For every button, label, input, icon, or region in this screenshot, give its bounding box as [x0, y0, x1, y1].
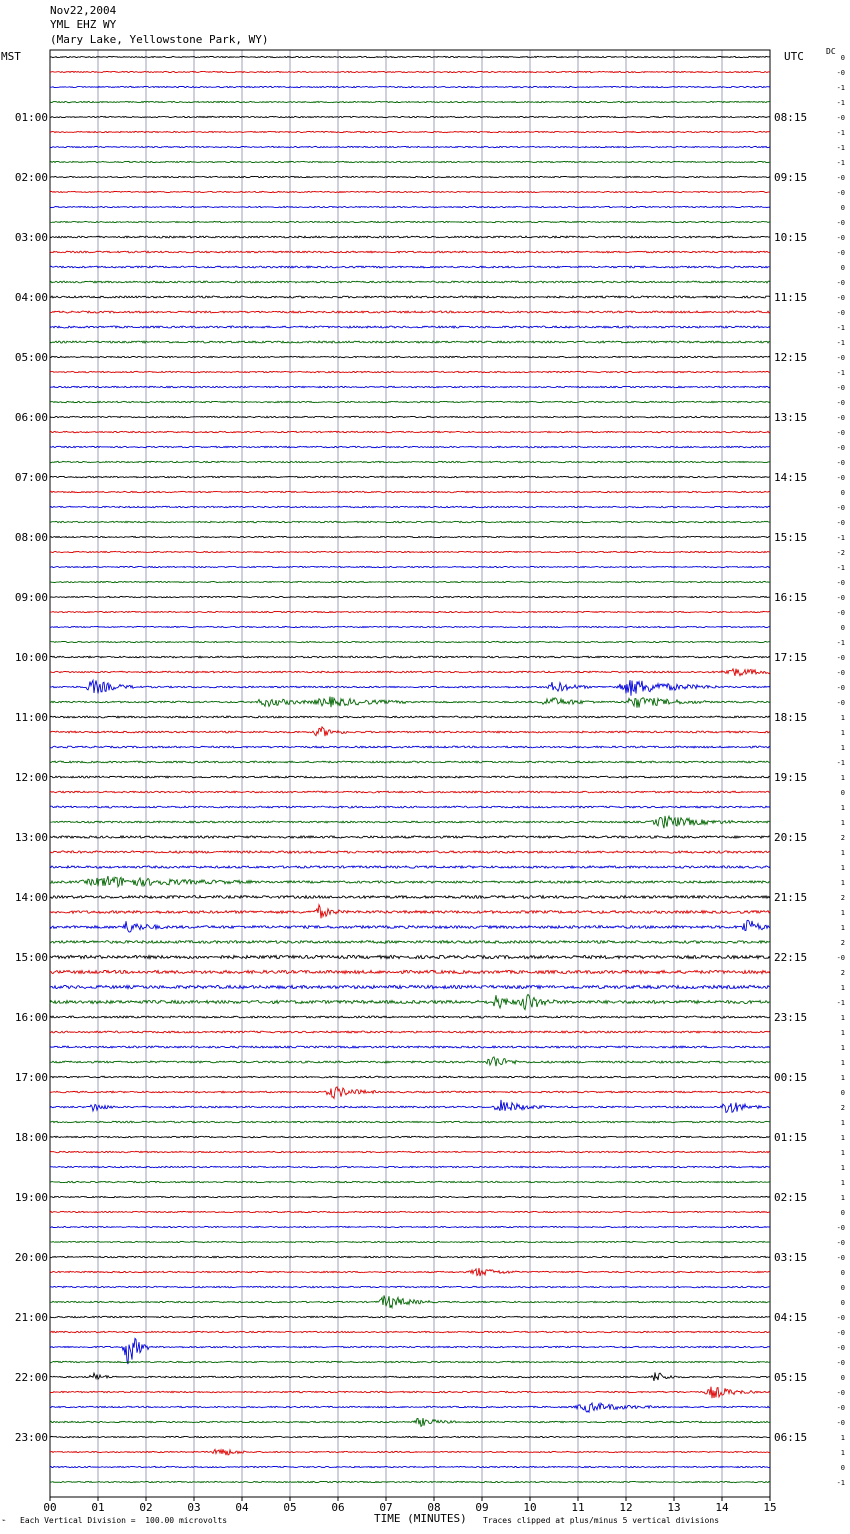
dc-offset-label: 2	[840, 939, 845, 947]
dc-offset-label: 0	[840, 1374, 845, 1382]
right-hour-label: 15:15	[774, 531, 808, 544]
right-hour-label: 14:15	[774, 471, 808, 484]
dc-offset-label: 0	[840, 489, 845, 497]
seismic-trace	[50, 266, 770, 268]
right-hour-label: 02:15	[774, 1191, 808, 1204]
left-hour-label: 02:00	[14, 171, 48, 184]
left-hour-label: 17:00	[14, 1071, 48, 1084]
dc-offset-label: -0	[836, 174, 845, 182]
seismic-trace	[50, 697, 770, 708]
dc-offset-label: -1	[836, 144, 845, 152]
dc-offset-label: -0	[836, 309, 845, 317]
dc-column-label: DC	[826, 47, 836, 56]
dc-offset-label: -0	[836, 69, 845, 77]
vertical-scale-note: Each Vertical Division = 100.00 microvolts	[20, 1516, 228, 1525]
seismic-trace	[50, 1466, 770, 1467]
dc-offset-label: -0	[836, 684, 845, 692]
dc-offset-label: 2	[840, 894, 845, 902]
x-tick-label: 15	[763, 1501, 777, 1514]
seismic-trace	[50, 1372, 770, 1381]
seismic-trace	[50, 896, 770, 899]
dc-offset-label: 0	[840, 264, 845, 272]
dc-offset-label: -0	[836, 399, 845, 407]
dc-offset-label: -0	[836, 504, 845, 512]
right-timezone-label: UTC	[784, 50, 804, 63]
seismic-trace	[50, 1387, 770, 1399]
right-hour-label: 12:15	[774, 351, 808, 364]
dc-offset-label: -1	[836, 759, 845, 767]
dc-offset-label: 0	[840, 1299, 845, 1307]
x-tick-label: 10	[523, 1501, 537, 1514]
left-hour-label: 15:00	[14, 951, 48, 964]
dc-offset-label: -0	[836, 444, 845, 452]
x-tick-label: 03	[187, 1501, 201, 1514]
seismic-trace	[50, 836, 770, 838]
seismic-trace	[50, 641, 770, 642]
dc-offset-label: -0	[836, 609, 845, 617]
dc-offset-label: -0	[836, 699, 845, 707]
seismic-trace	[50, 476, 770, 477]
left-timezone-label: MST	[1, 50, 21, 63]
dc-offset-label: -1	[836, 84, 845, 92]
seismic-trace	[50, 994, 770, 1009]
seismic-trace	[50, 669, 770, 676]
dc-offset-label: -0	[836, 594, 845, 602]
dc-offset-label: -0	[836, 1359, 845, 1367]
dc-offset-label: 1	[840, 1134, 845, 1142]
dc-offset-label: 0	[840, 1284, 845, 1292]
seismic-trace	[50, 281, 770, 283]
seismic-trace	[50, 1087, 770, 1099]
dc-offset-label: -0	[836, 114, 845, 122]
dc-offset-label: -1	[836, 1479, 845, 1487]
dc-offset-label: 1	[840, 1059, 845, 1067]
dc-offset-label: 1	[840, 909, 845, 917]
right-hour-label: 00:15	[774, 1071, 808, 1084]
seismic-trace	[50, 905, 770, 919]
left-hour-label: 06:00	[14, 411, 48, 424]
seismic-trace	[50, 1331, 770, 1332]
seismic-trace	[50, 626, 770, 627]
seismic-trace	[50, 506, 770, 507]
clipping-note: Traces clipped at plus/minus 5 vertical divisions	[483, 1516, 720, 1525]
dc-offset-label: 1	[840, 1179, 845, 1187]
dc-offset-label: 2	[840, 969, 845, 977]
seismic-trace	[50, 1316, 770, 1317]
dc-offset-label: 1	[840, 1149, 845, 1157]
seismic-trace	[50, 1100, 770, 1113]
seismic-trace	[50, 356, 770, 357]
dc-offset-label: -0	[836, 1404, 845, 1412]
seismic-trace	[50, 1403, 770, 1412]
seismic-trace	[50, 341, 770, 343]
seismic-trace	[50, 56, 770, 57]
right-hour-label: 10:15	[774, 231, 808, 244]
dc-offset-label: -0	[836, 234, 845, 242]
seismic-trace	[50, 1226, 770, 1227]
seismic-trace	[50, 1481, 770, 1482]
seismic-trace	[50, 1295, 770, 1307]
left-hour-label: 08:00	[14, 531, 48, 544]
seismic-trace	[50, 866, 770, 868]
seismic-trace	[50, 746, 770, 748]
x-tick-label: 02	[139, 1501, 153, 1514]
dc-offset-label: -0	[836, 474, 845, 482]
seismic-trace	[50, 536, 770, 537]
seismic-trace	[50, 611, 770, 612]
right-hour-label: 18:15	[774, 711, 808, 724]
seismic-trace	[50, 521, 770, 522]
left-hour-label: 21:00	[14, 1311, 48, 1324]
dc-offset-label: 1	[840, 1434, 845, 1442]
seismic-trace	[50, 806, 770, 808]
seismic-trace	[50, 1436, 770, 1437]
right-hour-label: 23:15	[774, 1011, 808, 1024]
x-tick-label: 01	[91, 1501, 105, 1514]
dc-offset-label: -0	[836, 669, 845, 677]
right-hour-label: 05:15	[774, 1371, 808, 1384]
dc-offset-label: 1	[840, 714, 845, 722]
dc-offset-label: -1	[836, 99, 845, 107]
seismic-trace	[50, 206, 770, 207]
x-tick-label: 05	[283, 1501, 297, 1514]
left-hour-label: 18:00	[14, 1131, 48, 1144]
seismic-trace	[50, 386, 770, 387]
left-hour-label: 04:00	[14, 291, 48, 304]
dc-offset-label: 1	[840, 774, 845, 782]
x-axis-title: TIME (MINUTES)	[374, 1512, 467, 1525]
dc-offset-label: 1	[840, 729, 845, 737]
dc-offset-label: 2	[840, 834, 845, 842]
seismic-trace	[50, 446, 770, 447]
dc-offset-label: 1	[840, 864, 845, 872]
dc-offset-label: -0	[836, 654, 845, 662]
left-hour-label: 05:00	[14, 351, 48, 364]
seismic-trace	[50, 326, 770, 328]
dc-offset-label: -0	[836, 219, 845, 227]
dc-offset-label: -0	[836, 354, 845, 362]
left-hour-label: 10:00	[14, 651, 48, 664]
dc-offset-label: -0	[836, 1314, 845, 1322]
seismic-trace	[50, 1211, 770, 1212]
seismic-trace	[50, 101, 770, 102]
dc-offset-label: -0	[836, 954, 845, 962]
dc-offset-label: 0	[840, 204, 845, 212]
right-hour-label: 22:15	[774, 951, 808, 964]
dc-offset-label: 1	[840, 1014, 845, 1022]
seismic-trace	[50, 1286, 770, 1287]
seismic-trace	[50, 1046, 770, 1048]
seismic-trace	[50, 116, 770, 117]
seismic-trace	[50, 596, 770, 597]
seismic-trace	[50, 816, 770, 828]
dc-offset-label: 0	[840, 789, 845, 797]
right-hour-label: 13:15	[774, 411, 808, 424]
dc-offset-label: 1	[840, 744, 845, 752]
dc-offset-label: -2	[836, 549, 845, 557]
right-hour-label: 08:15	[774, 111, 808, 124]
right-hour-label: 09:15	[774, 171, 808, 184]
right-hour-label: 17:15	[774, 651, 808, 664]
seismic-trace	[50, 296, 770, 298]
dc-offset-label: -0	[836, 459, 845, 467]
record-date: Nov22,2004	[50, 4, 117, 17]
left-hour-label: 07:00	[14, 471, 48, 484]
left-hour-label: 12:00	[14, 771, 48, 784]
seismic-trace	[50, 1031, 770, 1033]
dc-offset-label: -1	[836, 339, 845, 347]
seismic-trace	[50, 716, 770, 718]
x-tick-label: 09	[475, 1501, 489, 1514]
dc-offset-label: 1	[840, 849, 845, 857]
dc-offset-label: -0	[836, 189, 845, 197]
dc-offset-label: 0	[840, 1269, 845, 1277]
right-hour-label: 03:15	[774, 1251, 808, 1264]
seismic-trace	[50, 71, 770, 72]
seismic-trace	[50, 970, 770, 973]
x-tick-label: 13	[667, 1501, 681, 1514]
dc-offset-label: 1	[840, 1074, 845, 1082]
dc-offset-label: -1	[836, 999, 845, 1007]
x-tick-label: 12	[619, 1501, 633, 1514]
dc-offset-label: -0	[836, 414, 845, 422]
seismic-trace	[50, 176, 770, 177]
dc-offset-label: -0	[836, 1419, 845, 1427]
footer-mark: ⌁	[2, 1517, 6, 1524]
dc-offset-label: -0	[836, 429, 845, 437]
left-hour-label: 03:00	[14, 231, 48, 244]
right-hour-label: 21:15	[774, 891, 808, 904]
seismic-trace	[50, 311, 770, 313]
x-tick-label: 06	[331, 1501, 345, 1514]
dc-offset-label: -0	[836, 279, 845, 287]
right-hour-label: 19:15	[774, 771, 808, 784]
station-code: YML EHZ WY	[50, 18, 117, 31]
dc-offset-label: 1	[840, 924, 845, 932]
left-hour-label: 19:00	[14, 1191, 48, 1204]
right-hour-label: 01:15	[774, 1131, 808, 1144]
left-hour-label: 16:00	[14, 1011, 48, 1024]
seismic-trace	[50, 1449, 770, 1455]
x-tick-label: 11	[571, 1501, 585, 1514]
seismic-trace	[50, 1076, 770, 1078]
dc-offset-label: -0	[836, 1344, 845, 1352]
left-hour-label: 09:00	[14, 591, 48, 604]
dc-offset-label: 0	[840, 1464, 845, 1472]
seismic-trace	[50, 1418, 770, 1426]
seismic-trace	[50, 236, 770, 238]
dc-offset-label: -1	[836, 369, 845, 377]
left-hour-label: 20:00	[14, 1251, 48, 1264]
x-tick-label: 00	[43, 1501, 57, 1514]
dc-offset-label: 0	[840, 1089, 845, 1097]
left-hour-label: 14:00	[14, 891, 48, 904]
dc-offset-label: -0	[836, 1389, 845, 1397]
dc-offset-label: 1	[840, 984, 845, 992]
dc-offset-label: 1	[840, 1044, 845, 1052]
dc-offset-label: 1	[840, 879, 845, 887]
dc-offset-label: -0	[836, 1239, 845, 1247]
seismic-trace	[50, 680, 770, 696]
seismic-trace	[50, 1057, 770, 1066]
dc-offset-label: -0	[836, 1224, 845, 1232]
right-hour-label: 20:15	[774, 831, 808, 844]
seismic-trace	[50, 1166, 770, 1167]
seismic-trace	[50, 131, 770, 132]
dc-offset-label: -0	[836, 294, 845, 302]
dc-offset-label: -1	[836, 129, 845, 137]
seismic-trace	[50, 86, 770, 87]
seismic-trace	[50, 955, 770, 958]
seismic-trace	[50, 985, 770, 988]
seismic-trace	[50, 1136, 770, 1137]
dc-offset-label: 0	[840, 624, 845, 632]
dc-offset-label: 1	[840, 1449, 845, 1457]
dc-offset-label: -1	[836, 534, 845, 542]
dc-offset-label: -1	[836, 324, 845, 332]
seismic-trace	[50, 416, 770, 417]
seismic-trace	[50, 1016, 770, 1018]
dc-offset-label: -1	[836, 639, 845, 647]
seismic-trace	[50, 776, 770, 778]
station-location: (Mary Lake, Yellowstone Park, WY)	[50, 33, 269, 46]
dc-offset-label: -1	[836, 564, 845, 572]
dc-offset-label: -1	[836, 159, 845, 167]
seismic-trace	[50, 920, 770, 932]
right-hour-label: 11:15	[774, 291, 808, 304]
seismic-trace	[50, 401, 770, 402]
seismic-trace	[50, 1256, 770, 1257]
left-hour-label: 11:00	[14, 711, 48, 724]
right-hour-label: 06:15	[774, 1431, 808, 1444]
dc-offset-label: -0	[836, 579, 845, 587]
seismic-trace	[50, 1361, 770, 1362]
seismic-trace	[50, 221, 770, 222]
left-hour-label: 22:00	[14, 1371, 48, 1384]
right-hour-label: 16:15	[774, 591, 808, 604]
dc-offset-label: -0	[836, 384, 845, 392]
seismic-trace	[50, 191, 770, 192]
left-hour-label: 23:00	[14, 1431, 48, 1444]
dc-offset-label: 1	[840, 1194, 845, 1202]
dc-offset-label: -0	[836, 1254, 845, 1262]
dc-offset-label: 1	[840, 804, 845, 812]
dc-offset-label: 1	[840, 1029, 845, 1037]
seismic-trace	[50, 727, 770, 736]
seismic-trace	[50, 1121, 770, 1123]
seismic-trace	[50, 761, 770, 763]
dc-offset-label: 1	[840, 1119, 845, 1127]
seismic-trace	[50, 1241, 770, 1242]
seismic-trace	[50, 791, 770, 793]
dc-offset-label: 1	[840, 819, 845, 827]
seismic-trace	[50, 146, 770, 147]
seismic-trace	[50, 656, 770, 658]
x-tick-label: 04	[235, 1501, 249, 1514]
dc-offset-label: 1	[840, 1164, 845, 1172]
seismic-trace	[50, 566, 770, 567]
seismic-trace	[50, 491, 770, 492]
dc-offset-label: -0	[836, 519, 845, 527]
dc-offset-label: 0	[840, 54, 845, 62]
dc-offset-label: -0	[836, 249, 845, 257]
seismic-trace	[50, 251, 770, 253]
right-hour-label: 04:15	[774, 1311, 808, 1324]
seismic-trace	[50, 941, 770, 944]
x-tick-label: 14	[715, 1501, 729, 1514]
dc-offset-label: -0	[836, 1329, 845, 1337]
seismic-trace	[50, 1151, 770, 1152]
left-hour-label: 01:00	[14, 111, 48, 124]
seismic-trace	[50, 371, 770, 372]
seismic-trace	[50, 851, 770, 853]
dc-offset-label: 0	[840, 1209, 845, 1217]
seismic-trace	[50, 1338, 770, 1364]
seismic-trace	[50, 1196, 770, 1197]
seismic-trace	[50, 551, 770, 552]
seismic-trace	[50, 161, 770, 162]
seismic-trace	[50, 876, 770, 887]
x-tick-label: 08	[427, 1501, 441, 1514]
seismic-trace	[50, 431, 770, 432]
seismic-trace	[50, 461, 770, 462]
dc-offset-label: 2	[840, 1104, 845, 1112]
seismic-trace	[50, 1181, 770, 1182]
x-tick-label: 07	[379, 1501, 393, 1514]
seismic-trace	[50, 1268, 770, 1276]
seismic-trace	[50, 581, 770, 582]
left-hour-label: 13:00	[14, 831, 48, 844]
